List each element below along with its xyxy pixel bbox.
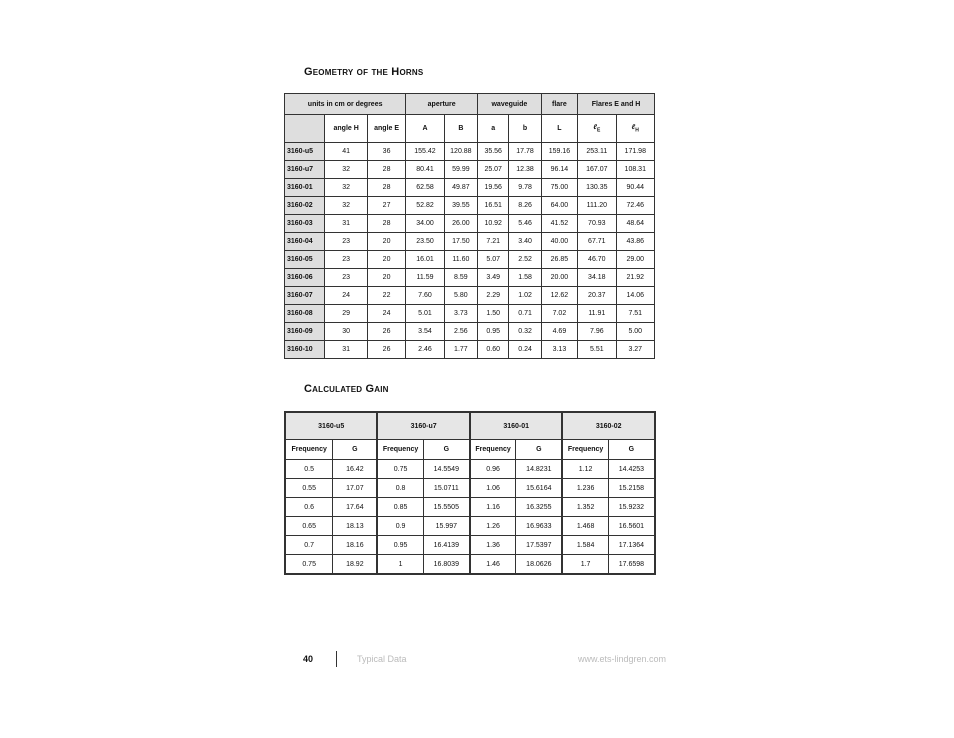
gain-cell: 16.9633 — [516, 517, 563, 536]
geometry-cell: 30 — [325, 323, 367, 341]
geometry-cell: 64.00 — [541, 197, 577, 215]
gain-cell: 18.16 — [333, 536, 378, 555]
geometry-cell: 7.21 — [478, 233, 509, 251]
gain-cell: 15.997 — [423, 517, 470, 536]
geometry-cell: 5.51 — [578, 341, 616, 359]
frequency-cell: 1.468 — [562, 517, 608, 536]
geometry-row — [285, 251, 655, 269]
geometry-row — [285, 143, 655, 161]
geometry-cell: 3.49 — [478, 269, 509, 287]
geometry-cell: 155.42 — [406, 143, 444, 161]
geometry-cell: 32 — [325, 197, 367, 215]
geometry-cell: 75.00 — [541, 179, 577, 197]
geometry-sub-header — [578, 115, 616, 143]
sub-header-label: ℓ — [631, 123, 636, 131]
geometry-cell: 11.60 — [444, 251, 477, 269]
geometry-cell: 9.78 — [509, 179, 541, 197]
frequency-cell: 1.26 — [470, 517, 516, 536]
frequency-cell: 1.7 — [562, 555, 608, 575]
geometry-sub-header — [367, 115, 405, 143]
gain-cell: 16.42 — [333, 460, 378, 479]
geometry-sub-header — [509, 115, 541, 143]
geometry-cell: 22 — [367, 287, 405, 305]
geometry-cell: 62.58 — [406, 179, 444, 197]
geometry-cell: 3.73 — [444, 305, 477, 323]
frequency-cell: 1.584 — [562, 536, 608, 555]
gain-cell: 15.2158 — [608, 479, 655, 498]
model-label: 3160-01 — [285, 179, 325, 197]
gain-cell: 18.13 — [333, 517, 378, 536]
geometry-sub-header — [541, 115, 577, 143]
footer-divider — [336, 651, 337, 667]
geometry-cell: 67.71 — [578, 233, 616, 251]
footer-url: www.ets-lindgren.com — [578, 654, 667, 664]
model-label: 3160-02 — [285, 197, 325, 215]
sub-header-blank — [285, 115, 325, 143]
gain-row — [285, 555, 655, 575]
geometry-group-header-row — [285, 94, 655, 115]
geometry-cell: 5.00 — [616, 323, 654, 341]
sub-header-label: B — [458, 125, 464, 132]
geometry-row — [285, 305, 655, 323]
geometry-cell: 171.98 — [616, 143, 654, 161]
gain-g-header: G — [423, 440, 470, 460]
geometry-cell: 11.91 — [578, 305, 616, 323]
geometry-cell: 11.59 — [406, 269, 444, 287]
frequency-cell: 1.36 — [470, 536, 516, 555]
geometry-row — [285, 215, 655, 233]
geometry-cell: 23 — [325, 233, 367, 251]
geometry-cell: 1.58 — [509, 269, 541, 287]
geometry-cell: 0.24 — [509, 341, 541, 359]
geometry-cell: 26.85 — [541, 251, 577, 269]
model-label: 3160-06 — [285, 269, 325, 287]
model-label: 3160-04 — [285, 233, 325, 251]
geometry-cell: 34.00 — [406, 215, 444, 233]
geometry-cell: 31 — [325, 215, 367, 233]
geometry-cell: 70.93 — [578, 215, 616, 233]
geometry-cell: 1.02 — [509, 287, 541, 305]
frequency-cell: 0.75 — [377, 460, 423, 479]
geometry-cell: 23.50 — [406, 233, 444, 251]
geometry-cell: 80.41 — [406, 161, 444, 179]
frequency-cell: 1.236 — [562, 479, 608, 498]
geometry-sub-header — [478, 115, 509, 143]
geometry-cell: 31 — [325, 341, 367, 359]
gain-cell: 14.4253 — [608, 460, 655, 479]
geometry-cell: 52.82 — [406, 197, 444, 215]
geometry-cell: 8.26 — [509, 197, 541, 215]
geometry-table — [284, 93, 655, 359]
geometry-cell: 35.56 — [478, 143, 509, 161]
gain-cell: 17.07 — [333, 479, 378, 498]
geometry-cell: 20.00 — [541, 269, 577, 287]
gain-cell: 15.6164 — [516, 479, 563, 498]
geometry-cell: 8.59 — [444, 269, 477, 287]
geometry-cell: 5.46 — [509, 215, 541, 233]
gain-model-header: 3160-u5 — [285, 412, 377, 440]
geometry-cell: 7.96 — [578, 323, 616, 341]
geometry-cell: 2.46 — [406, 341, 444, 359]
gain-cell: 16.3255 — [516, 498, 563, 517]
gain-cell: 16.4139 — [423, 536, 470, 555]
geometry-cell: 4.69 — [541, 323, 577, 341]
geometry-cell: 1.50 — [478, 305, 509, 323]
sub-header-subscript: E — [596, 127, 601, 134]
gain-row — [285, 460, 655, 479]
geometry-cell: 7.60 — [406, 287, 444, 305]
sub-header-label: angle E — [374, 125, 400, 132]
geometry-cell: 0.32 — [509, 323, 541, 341]
geometry-cell: 32 — [325, 179, 367, 197]
geometry-cell: 5.07 — [478, 251, 509, 269]
geometry-cell: 39.55 — [444, 197, 477, 215]
geometry-cell: 130.35 — [578, 179, 616, 197]
gain-cell: 15.9232 — [608, 498, 655, 517]
frequency-cell: 1.352 — [562, 498, 608, 517]
geometry-cell: 3.40 — [509, 233, 541, 251]
gain-heading: Calculated Gain — [304, 383, 389, 395]
gain-g-header: G — [608, 440, 655, 460]
geometry-cell: 20 — [367, 269, 405, 287]
geometry-cell: 3.54 — [406, 323, 444, 341]
gain-row — [285, 517, 655, 536]
geometry-cell: 49.87 — [444, 179, 477, 197]
geometry-sub-header — [406, 115, 444, 143]
geometry-cell: 17.78 — [509, 143, 541, 161]
geometry-cell: 167.07 — [578, 161, 616, 179]
geometry-cell: 5.80 — [444, 287, 477, 305]
geometry-cell: 16.51 — [478, 197, 509, 215]
geometry-cell: 25.07 — [478, 161, 509, 179]
geometry-cell: 26.00 — [444, 215, 477, 233]
frequency-cell: 0.7 — [285, 536, 333, 555]
frequency-header: Frequency — [285, 440, 333, 460]
geometry-cell: 48.64 — [616, 215, 654, 233]
geometry-row — [285, 179, 655, 197]
geometry-cell: 159.16 — [541, 143, 577, 161]
gain-sub-header-row — [285, 440, 655, 460]
sub-header-label: ℓ — [593, 123, 597, 131]
geometry-cell: 28 — [367, 215, 405, 233]
sub-header-label: angle H — [333, 125, 359, 132]
gain-cell: 17.5397 — [516, 536, 563, 555]
sub-header-label: A — [422, 125, 428, 132]
geometry-cell: 20.37 — [578, 287, 616, 305]
geometry-table-body — [285, 143, 655, 359]
gain-cell: 14.5549 — [423, 460, 470, 479]
geometry-cell: 34.18 — [578, 269, 616, 287]
geometry-cell: 46.70 — [578, 251, 616, 269]
geometry-cell: 7.51 — [616, 305, 654, 323]
frequency-cell: 1.06 — [470, 479, 516, 498]
model-label: 3160-05 — [285, 251, 325, 269]
frequency-cell: 1.12 — [562, 460, 608, 479]
geometry-cell: 120.88 — [444, 143, 477, 161]
gain-g-header: G — [333, 440, 378, 460]
gain-model-header-row — [285, 412, 655, 440]
geometry-cell: 29.00 — [616, 251, 654, 269]
geometry-cell: 26 — [367, 341, 405, 359]
geometry-cell: 32 — [325, 161, 367, 179]
geometry-row — [285, 233, 655, 251]
geometry-cell: 10.92 — [478, 215, 509, 233]
geometry-cell: 29 — [325, 305, 367, 323]
frequency-cell: 0.95 — [377, 536, 423, 555]
gain-cell: 17.64 — [333, 498, 378, 517]
frequency-cell: 0.8 — [377, 479, 423, 498]
geometry-cell: 2.29 — [478, 287, 509, 305]
geometry-cell: 28 — [367, 161, 405, 179]
gain-table-body — [285, 460, 655, 575]
geometry-cell: 90.44 — [616, 179, 654, 197]
gain-cell: 18.0626 — [516, 555, 563, 575]
geometry-cell: 0.71 — [509, 305, 541, 323]
geometry-cell: 24 — [367, 305, 405, 323]
geometry-cell: 40.00 — [541, 233, 577, 251]
gain-row — [285, 479, 655, 498]
geometry-cell: 20 — [367, 251, 405, 269]
sub-header-label: b — [522, 125, 528, 132]
gain-cell: 15.0711 — [423, 479, 470, 498]
group-header-units: units in cm or degrees — [285, 94, 406, 115]
geometry-cell: 2.56 — [444, 323, 477, 341]
gain-model-header: 3160-u7 — [377, 412, 470, 440]
geometry-cell: 96.14 — [541, 161, 577, 179]
model-label: 3160-u7 — [285, 161, 325, 179]
gain-cell: 16.5601 — [608, 517, 655, 536]
frequency-cell: 0.55 — [285, 479, 333, 498]
sub-header-label: L — [557, 125, 562, 132]
geometry-cell: 26 — [367, 323, 405, 341]
gain-table — [284, 411, 656, 575]
geometry-cell: 19.56 — [478, 179, 509, 197]
frequency-cell: 0.75 — [285, 555, 333, 575]
geometry-cell: 41 — [325, 143, 367, 161]
frequency-cell: 1.16 — [470, 498, 516, 517]
geometry-heading: Geometry of the Horns — [304, 66, 424, 78]
geometry-cell: 0.60 — [478, 341, 509, 359]
geometry-row — [285, 269, 655, 287]
geometry-cell: 2.52 — [509, 251, 541, 269]
model-label: 3160-09 — [285, 323, 325, 341]
frequency-cell: 0.96 — [470, 460, 516, 479]
geometry-cell: 43.86 — [616, 233, 654, 251]
geometry-cell: 12.38 — [509, 161, 541, 179]
frequency-cell: 0.65 — [285, 517, 333, 536]
model-label: 3160-u5 — [285, 143, 325, 161]
gain-cell: 14.8231 — [516, 460, 563, 479]
frequency-cell: 0.9 — [377, 517, 423, 536]
geometry-cell: 23 — [325, 251, 367, 269]
geometry-cell: 23 — [325, 269, 367, 287]
geometry-cell: 0.95 — [478, 323, 509, 341]
frequency-cell: 1.46 — [470, 555, 516, 575]
gain-row — [285, 536, 655, 555]
geometry-cell: 7.02 — [541, 305, 577, 323]
group-header-waveguide: waveguide — [478, 94, 542, 115]
geometry-cell: 14.06 — [616, 287, 654, 305]
frequency-header: Frequency — [470, 440, 516, 460]
geometry-cell: 27 — [367, 197, 405, 215]
frequency-cell: 0.85 — [377, 498, 423, 517]
geometry-cell: 17.50 — [444, 233, 477, 251]
footer-section-title: Typical Data — [357, 654, 407, 664]
geometry-cell: 1.77 — [444, 341, 477, 359]
gain-cell: 17.1364 — [608, 536, 655, 555]
model-label: 3160-03 — [285, 215, 325, 233]
geometry-row — [285, 323, 655, 341]
frequency-cell: 0.6 — [285, 498, 333, 517]
geometry-row — [285, 197, 655, 215]
geometry-cell: 59.99 — [444, 161, 477, 179]
geometry-cell: 21.92 — [616, 269, 654, 287]
frequency-header: Frequency — [377, 440, 423, 460]
sub-header-label: a — [491, 125, 496, 132]
geometry-cell: 28 — [367, 179, 405, 197]
geometry-cell: 24 — [325, 287, 367, 305]
group-header-aperture: aperture — [406, 94, 478, 115]
geometry-cell: 12.62 — [541, 287, 577, 305]
geometry-sub-header-row — [285, 115, 655, 143]
group-header-flare: flare — [541, 94, 577, 115]
model-label: 3160-08 — [285, 305, 325, 323]
gain-g-header: G — [516, 440, 563, 460]
geometry-cell: 3.27 — [616, 341, 654, 359]
gain-cell: 18.92 — [333, 555, 378, 575]
model-label: 3160-07 — [285, 287, 325, 305]
model-label: 3160-10 — [285, 341, 325, 359]
gain-model-header: 3160-01 — [470, 412, 563, 440]
geometry-row — [285, 161, 655, 179]
geometry-cell: 36 — [367, 143, 405, 161]
gain-cell: 16.8039 — [423, 555, 470, 575]
gain-model-header: 3160-02 — [562, 412, 655, 440]
geometry-cell: 41.52 — [541, 215, 577, 233]
geometry-row — [285, 341, 655, 359]
geometry-cell: 72.46 — [616, 197, 654, 215]
geometry-cell: 5.01 — [406, 305, 444, 323]
geometry-cell: 108.31 — [616, 161, 654, 179]
frequency-header: Frequency — [562, 440, 608, 460]
gain-row — [285, 498, 655, 517]
geometry-sub-header — [325, 115, 367, 143]
geometry-sub-header — [616, 115, 654, 143]
frequency-cell: 1 — [377, 555, 423, 575]
geometry-cell: 16.01 — [406, 251, 444, 269]
sub-header-subscript: H — [635, 127, 639, 134]
group-header-flares-e-h: Flares E and H — [578, 94, 655, 115]
page-number: 40 — [303, 654, 314, 664]
geometry-row — [285, 287, 655, 305]
geometry-cell: 111.20 — [578, 197, 616, 215]
geometry-cell: 20 — [367, 233, 405, 251]
geometry-sub-header — [444, 115, 477, 143]
geometry-cell: 3.13 — [541, 341, 577, 359]
frequency-cell: 0.5 — [285, 460, 333, 479]
gain-cell: 15.5505 — [423, 498, 470, 517]
geometry-cell: 253.11 — [578, 143, 616, 161]
gain-cell: 17.6598 — [608, 555, 655, 575]
